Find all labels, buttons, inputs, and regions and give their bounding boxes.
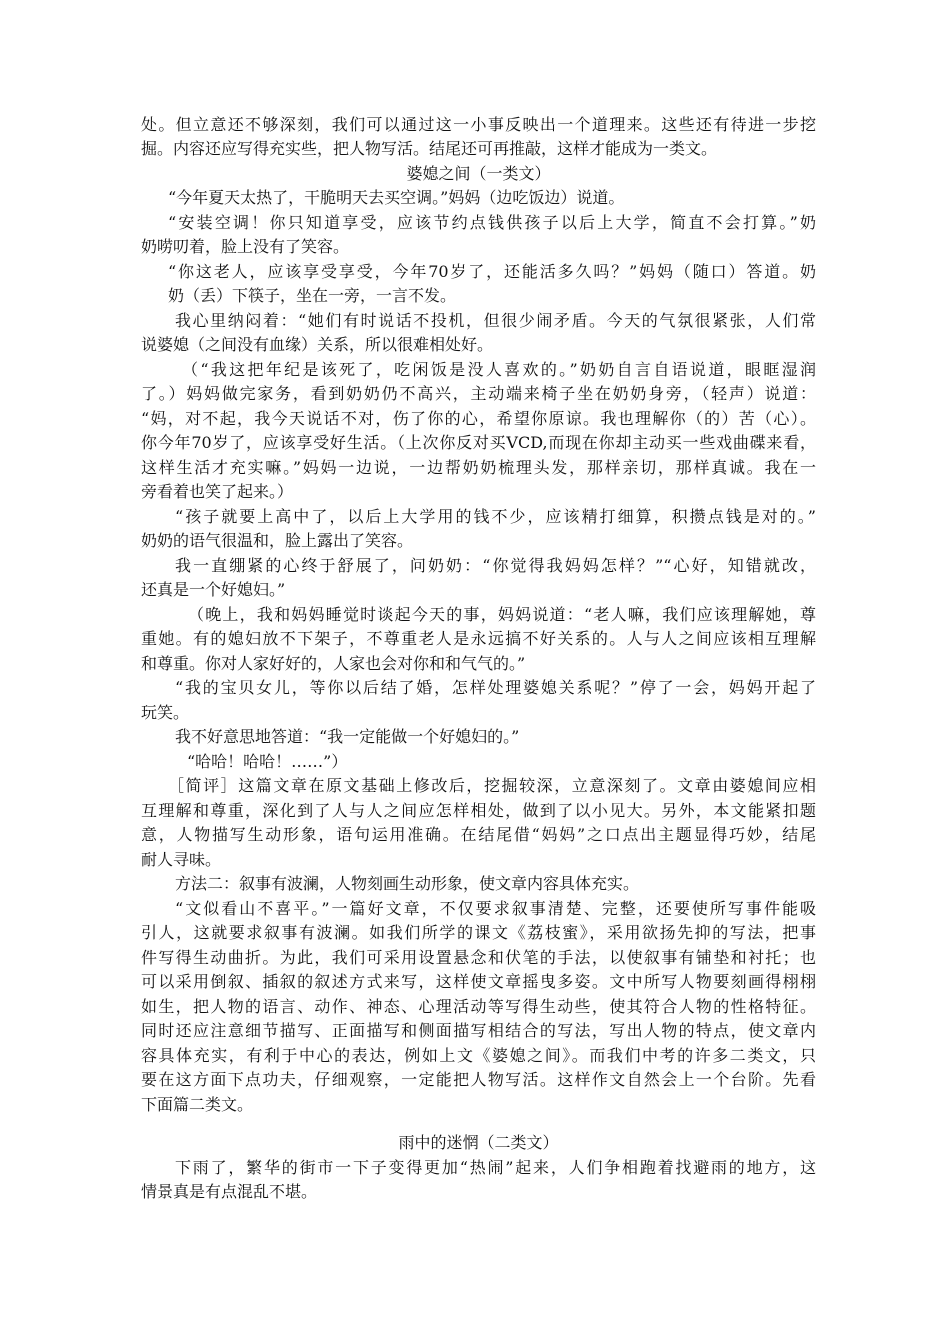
text-line: 如生，把人物的语言、动作、神态、心理活动等写得生动些，使其符合人物的性格特征。 [141,997,816,1016]
text-line: 奶奶的语气很温和，脸上露出了笑容。 [141,531,414,550]
text-line: 玩笑。 [141,703,190,722]
text-line: 和尊重。你对人家好好的，人家也会对你和和气气的。” [141,654,526,673]
text-line: “文似看山不喜平。”一篇好文章，不仅要求叙事清楚、完整，还要使所写事件能吸 [175,899,816,918]
text-line: “妈，对不起，我今天说话不对，伤了你的心，希望你原谅。我也理解你（的）苦（心）。 [141,409,816,428]
text-line: 情景真是有点混乱不堪。 [141,1182,318,1201]
text-line: “安装空调！你只知道享受，应该节约点钱供孩子以后上大学，简直不会打算。”奶 [168,213,816,232]
text-line: 件写得生动曲折。为此，我们可采用设置悬念和伏笔的手法，以使叙事有铺垫和衬托；也 [141,948,816,967]
text-line: 方法二：叙事有波澜，人物刻画生动形象，使文章内容具体充实。 [175,874,640,893]
text-line: 还真是一个好媳妇。” [141,580,286,599]
text-line: 同时还应注意细节描写、正面描写和侧面描写相结合的写法，写出人物的特点，使文章内 [141,1021,816,1040]
text-line: “今年夏天太热了，干脆明天去买空调。”妈妈（边吃饭边）说道。 [168,188,625,207]
text-line: 你今年70岁了，应该享受好生活。（上次你反对买VCD,而现在你却主动买一些戏曲碟来看， [141,433,816,452]
text-line: 掘。内容还应写得充实些，把人物写活。结尾还可再推敲，这样才能成为一类文。 [141,139,718,158]
text-line: 说婆媳（之间没有血缘）关系，所以很难相处好。 [141,335,494,354]
text-line: 下面篇二类文。 [141,1095,254,1114]
text-line: 要在这方面下点功夫，仔细观察，一定能把人物写活。这样作文自然会上一个台阶。先看 [141,1070,816,1089]
text-line: 我不好意思地答道：“我一定能做一个好媳妇的。” [175,727,520,746]
text-line: 容具体充实，有利于中心的表达，例如上文《婆媳之间》。而我们中考的许多二类文，只 [141,1046,816,1065]
text-line: （“我这把年纪是该死了，吃闲饭是没人喜欢的。”奶奶自言自语说道，眼眶湿润 [182,360,816,379]
text-line: “哈哈！哈哈！……”） [187,752,348,771]
text-line: “你这老人，应该享受享受，今年70岁了，还能活多久吗？”妈妈（随口）答道。奶 [168,262,816,281]
text-line: 可以采用倒叙、插叙的叙述方式来写，这样使文章摇曳多姿。文中所写人物要刻画得栩栩 [141,972,816,991]
essay-title: 婆媳之间（一类文） [406,164,551,183]
text-line: 奶（丢）下筷子，坐在一旁，一言不发。 [168,286,457,305]
text-line: 意，人物描写生动形象，语句运用准确。在结尾借“妈妈”之口点出主题显得巧妙，结尾 [141,825,816,844]
text-line: “孩子就要上高中了，以后上大学用的钱不少，应该精打细算，积攒点钱是对的。” [175,507,816,526]
text-line: 这样生活才充实嘛。”妈妈一边说，一边帮奶奶梳理头发，那样亲切，那样真诚。我在一 [141,458,816,477]
text-line: 处。但立意还不够深刻，我们可以通过这一小事反映出一个道理来。这些还有待进一步挖 [141,115,816,134]
text-line: （晚上，我和妈妈睡觉时谈起今天的事，妈妈说道：“老人嘛，我们应该理解她，尊 [188,605,816,624]
text-line: “我的宝贝女儿，等你以后结了婚，怎样处理婆媳关系呢？”停了一会，妈妈开起了 [175,678,816,697]
text-line: 耐人寻味。 [141,850,222,869]
text-line: 下雨了，繁华的街市一下子变得更加“热闹”起来，人们争相跑着找避雨的地方，这 [175,1158,816,1177]
text-line: 了。）妈妈做完家务，看到奶奶仍不高兴，主动端来椅子坐在奶奶身旁，（轻声）说道： [141,384,816,403]
text-line: 重她。有的媳妇放不下架子，不尊重老人是永远搞不好关系的。人与人之间应该相互理解 [141,629,816,648]
text-line: 我一直绷紧的心终于舒展了，问奶奶：“你觉得我妈妈怎样？”“心好，知错就改， [175,556,816,575]
text-line: 互理解和尊重，深化到了人与人之间应怎样相处，做到了以小见大。另外，本文能紧扣题 [141,801,816,820]
text-line: 旁看着也笑了起来。） [141,482,294,501]
essay-title: 雨中的迷惘（二类文） [398,1133,559,1152]
text-line: ［简评］这篇文章在原文基础上修改后，挖掘较深，立意深刻了。文章由婆媳间应相 [168,776,816,795]
text-line: 我心里纳闷着：“她们有时说话不投机，但很少闹矛盾。今天的气氛很紧张，人们常 [175,311,816,330]
text-line: 奶唠叨着，脸上没有了笑容。 [141,237,350,256]
text-line: 引人，这就要求叙事有波澜。如我们所学的课文《荔枝蜜》，采用欲扬先抑的写法，把事 [141,923,816,942]
